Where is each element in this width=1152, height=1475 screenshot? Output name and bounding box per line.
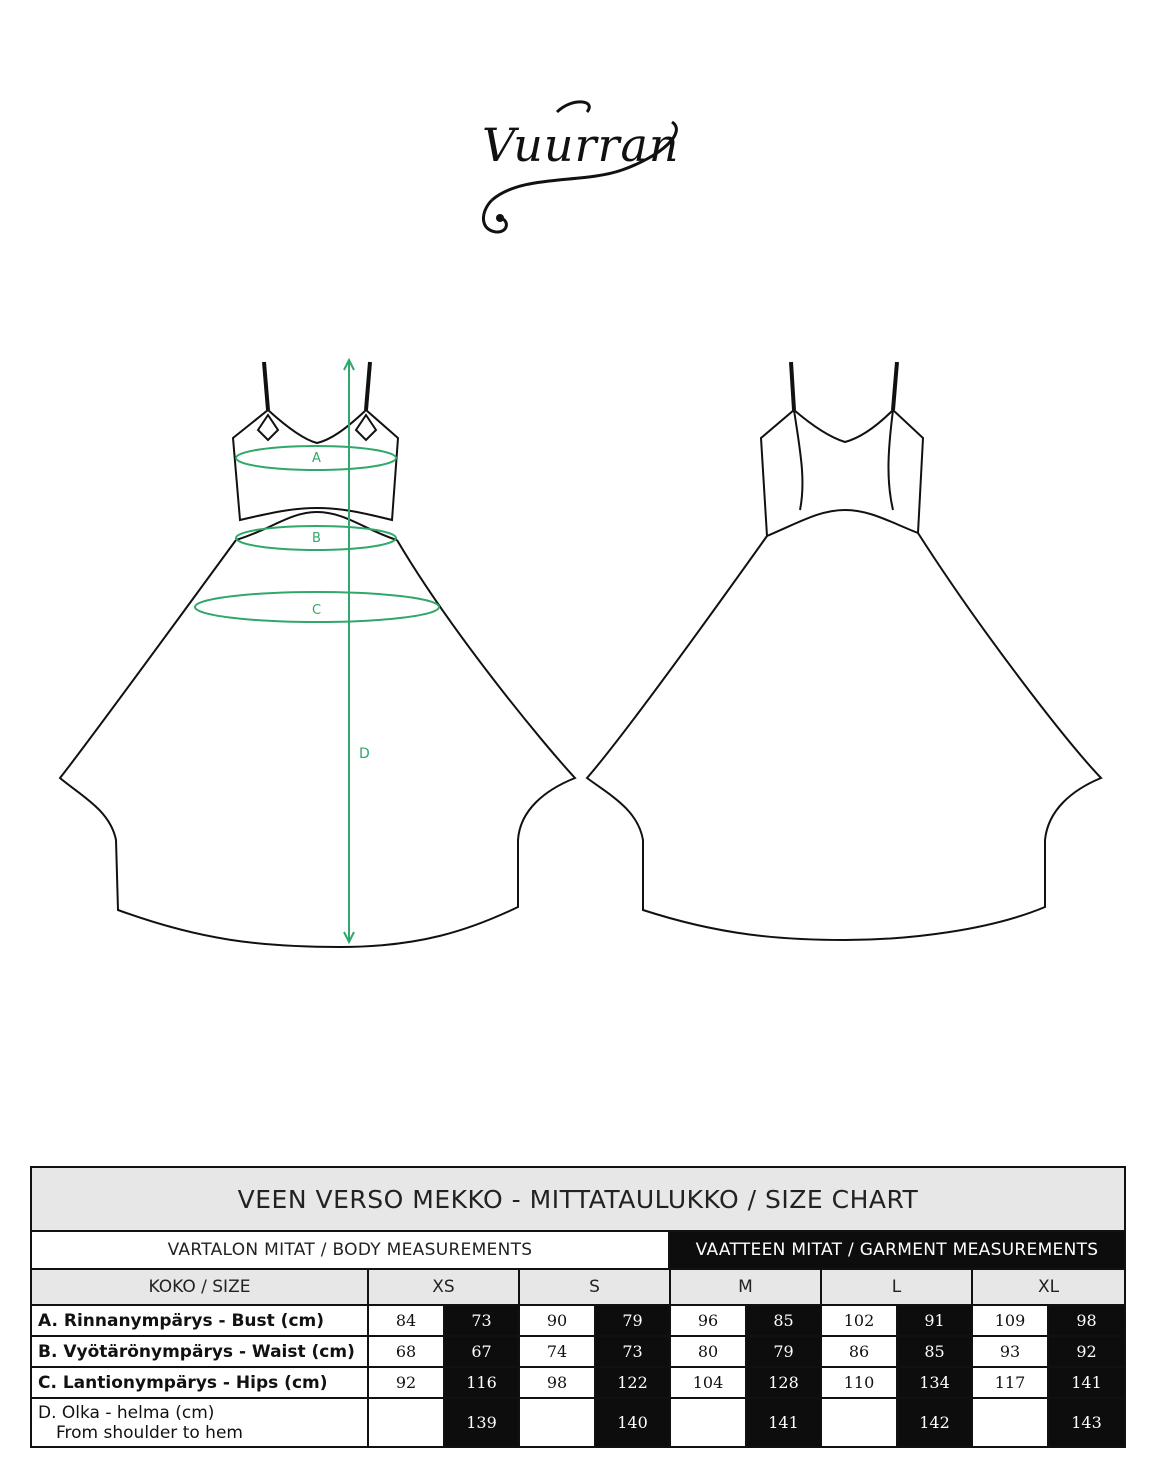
- body-value: [369, 1399, 445, 1446]
- body-value: 96: [671, 1306, 747, 1335]
- size-chart-title: VEEN VERSO MEKKO - MITTATAULUKKO / SIZE CHART: [32, 1168, 1124, 1232]
- garment-value: 140: [596, 1399, 671, 1446]
- body-value: 92: [369, 1368, 445, 1397]
- row-label: B. Vyötärönympärys - Waist (cm): [32, 1337, 369, 1366]
- body-value: 74: [520, 1337, 596, 1366]
- body-value: 109: [973, 1306, 1049, 1335]
- body-value: 84: [369, 1306, 445, 1335]
- table-row-hips: [32, 1368, 1124, 1399]
- label-b: B: [312, 531, 321, 546]
- body-measurements-header: VARTALON MITAT / BODY MEASUREMENTS: [32, 1232, 670, 1268]
- size-xl: XL: [1037, 1277, 1060, 1297]
- body-value: 110: [822, 1368, 898, 1397]
- body-value: [973, 1399, 1049, 1446]
- body-value: 98: [520, 1368, 596, 1397]
- garment-value: 139: [445, 1399, 520, 1446]
- measurement-guides: [195, 360, 439, 942]
- garment-value: 141: [1049, 1368, 1124, 1397]
- garment-value: 122: [596, 1368, 671, 1397]
- body-value: 102: [822, 1306, 898, 1335]
- label-c: C: [312, 603, 322, 618]
- row-label: A. Rinnanympärys - Bust (cm): [32, 1306, 369, 1335]
- garment-value: 79: [747, 1337, 822, 1366]
- garment-value: 142: [898, 1399, 973, 1446]
- row-label: [32, 1399, 369, 1446]
- garment-value: 85: [898, 1337, 973, 1366]
- garment-value: 67: [445, 1337, 520, 1366]
- body-value: 104: [671, 1368, 747, 1397]
- front-view-drawing: [60, 362, 575, 947]
- size-m: M: [671, 1270, 822, 1304]
- table-row-waist: [32, 1337, 1124, 1368]
- size-xs: XS: [369, 1270, 520, 1304]
- garment-value: 92: [1049, 1337, 1124, 1366]
- body-value: [671, 1399, 747, 1446]
- body-value: 86: [822, 1337, 898, 1366]
- garment-value: 91: [898, 1306, 973, 1335]
- size-s: S: [520, 1270, 671, 1304]
- row-label-line1: D. Olka - helma (cm): [38, 1402, 215, 1423]
- body-value: 68: [369, 1337, 445, 1366]
- back-view-drawing: [587, 362, 1101, 940]
- dress-technical-drawings: [0, 340, 1152, 960]
- garment-value: 85: [747, 1306, 822, 1335]
- garment-measurements-header: VAATTEEN MITAT / GARMENT MEASUREMENTS: [670, 1232, 1124, 1268]
- garment-value: 98: [1049, 1306, 1124, 1335]
- label-a: A: [312, 451, 321, 466]
- body-value: 90: [520, 1306, 596, 1335]
- garment-value: 79: [596, 1306, 671, 1335]
- size-l: L: [822, 1270, 973, 1304]
- garment-value: 143: [1049, 1399, 1124, 1446]
- table-row-bust: [32, 1306, 1124, 1337]
- size-label: KOKO / SIZE: [32, 1270, 369, 1304]
- size-chart-table: [30, 1166, 1126, 1448]
- garment-value: 128: [747, 1368, 822, 1397]
- body-value: 93: [973, 1337, 1049, 1366]
- row-label: C. Lantionympärys - Hips (cm): [32, 1368, 369, 1397]
- body-value: [520, 1399, 596, 1446]
- body-value: 80: [671, 1337, 747, 1366]
- table-row-length: [32, 1399, 1124, 1446]
- row-label-line2: From shoulder to hem: [56, 1422, 243, 1443]
- garment-value: 116: [445, 1368, 520, 1397]
- garment-value: 73: [445, 1306, 520, 1335]
- body-value: [822, 1399, 898, 1446]
- garment-value: 134: [898, 1368, 973, 1397]
- garment-value: 73: [596, 1337, 671, 1366]
- brand-logo-text: Vuurran: [482, 118, 680, 172]
- garment-value: 141: [747, 1399, 822, 1446]
- body-value: 117: [973, 1368, 1049, 1397]
- label-d: D: [359, 746, 370, 762]
- size-header-row: [32, 1270, 1124, 1306]
